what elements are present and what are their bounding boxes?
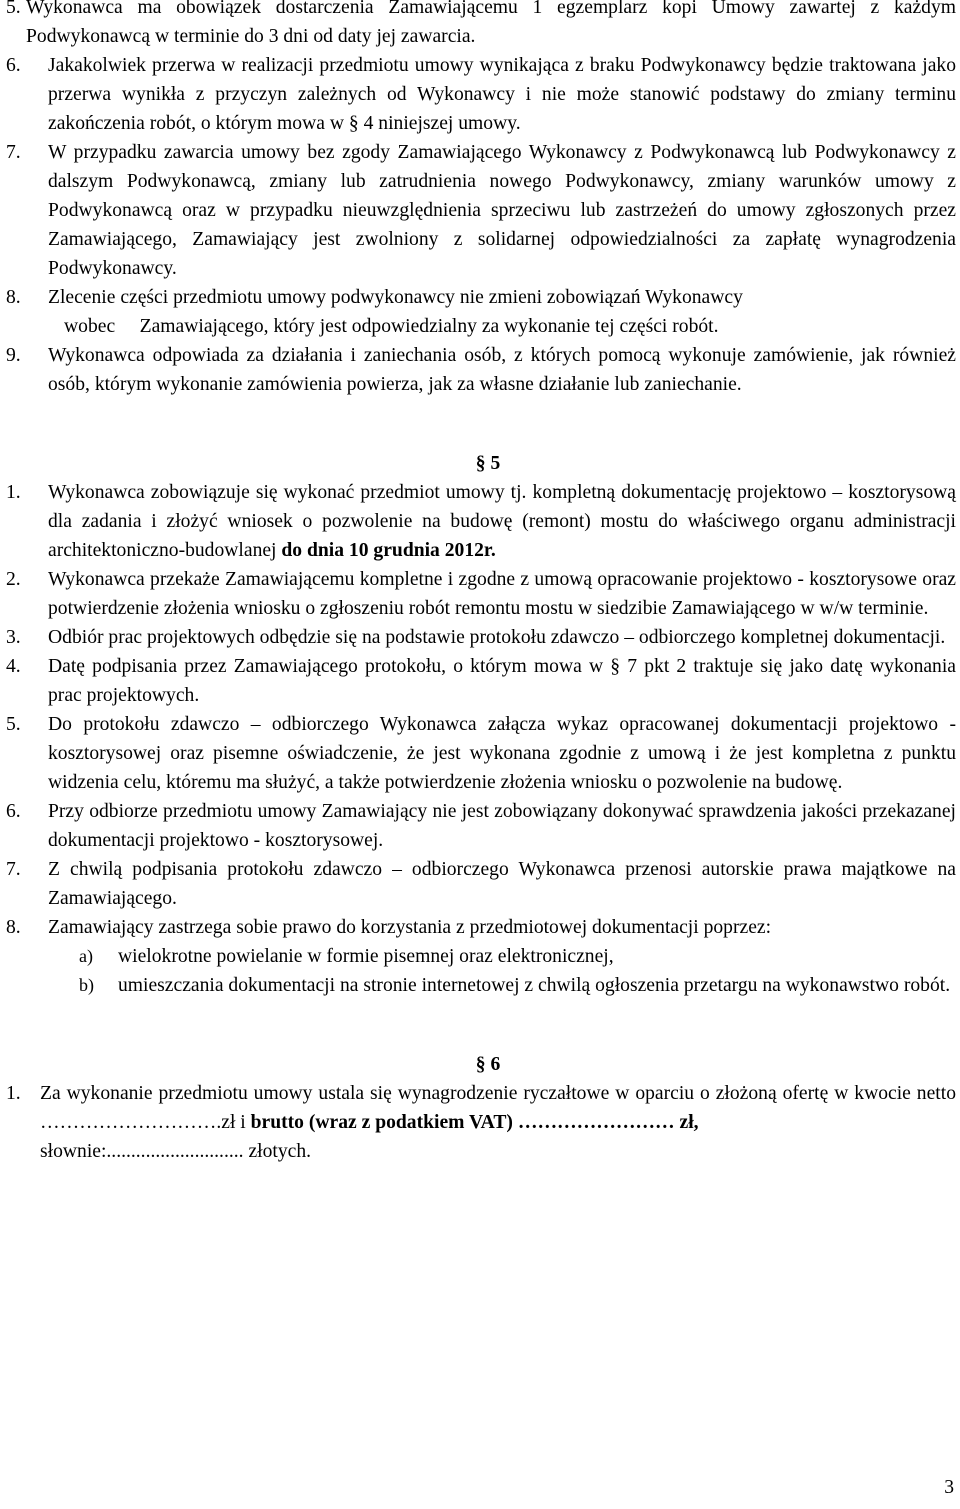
item-text: Przy odbiorze przedmiotu umowy Zamawiający nie jest zobowiązany dokonywać sprawdzenia jakości przekazanej dokumentacji projektowo - kosztorysowej. bbox=[48, 801, 956, 851]
list-item bbox=[0, 138, 960, 283]
item-number: 5. bbox=[6, 0, 21, 18]
sublist-item bbox=[0, 942, 960, 971]
item-text: Do protokołu zdawczo – odbiorczego Wykonawca załącza wykaz opracowanej dokumentacji projektowo - kosztorysowej oraz pisemne oświadczenie, że jest wykonana zgodnie z umową i że jest kompletna z punktu widzenia celu, któremu ma służyć, a także potwierdzenie złożenia wniosku o pozwolenie na budowę. bbox=[48, 714, 956, 793]
item-text: Odbiór prac projektowych odbędzie się na podstawie protokołu zdawczo – odbiorczego kompletnej dokumentacji. bbox=[48, 627, 946, 648]
deadline-text: do dnia 10 grudnia 2012r. bbox=[281, 540, 496, 561]
previous-section-list bbox=[0, 0, 960, 399]
section-heading-5: § 5 bbox=[475, 453, 501, 474]
gross-amount-text: brutto (wraz z podatkiem VAT) …………………… zł, bbox=[250, 1112, 699, 1133]
section-5-list bbox=[0, 478, 960, 942]
list-item bbox=[0, 51, 960, 138]
amount-in-words: słownie:............................ złotych. bbox=[40, 1141, 312, 1162]
list-item bbox=[0, 710, 960, 797]
item-text: Zamawiający zastrzega sobie prawo do korzystania z przedmiotowej dokumentacji poprzez: bbox=[48, 917, 772, 938]
subitem-letter: a) bbox=[79, 946, 93, 966]
item-number: 3. bbox=[6, 627, 21, 648]
item-text: Wykonawca odpowiada za działania i zaniechania osób, z których pomocą wykonuje zamówienie, jak również osób, którym wykonanie zamówienia powierza, jak za własne działanie lub zaniechanie. bbox=[48, 345, 956, 395]
list-item bbox=[0, 797, 960, 855]
list-item bbox=[0, 283, 960, 341]
subitem-letter: b) bbox=[79, 975, 94, 995]
item-text: Wykonawca zobowiązuje się wykonać przedmiot umowy tj. kompletną dokumentację projektowo – kosztorysową dla zadania i złożyć wniosek o pozwolenie na budowę (remont) mostu do właściwego organu administracji architektoniczno-budowlanej bbox=[48, 482, 956, 561]
item-text: Z chwilą podpisania protokołu zdawczo – odbiorczego Wykonawca przenosi autorskie prawa majątkowe na Zamawiającego. bbox=[48, 859, 956, 909]
list-item bbox=[0, 623, 960, 652]
item-text: Zlecenie części przedmiotu umowy podwykonawcy nie zmieni zobowiązań Wykonawcy bbox=[48, 287, 743, 308]
item-number: 8. bbox=[6, 287, 21, 308]
item-text: Jakakolwiek przerwa w realizacji przedmiotu umowy wynikająca z braku Podwykonawcy będzie traktowana jako przerwa wynikła z przyczyn zależnych od Wykonawcy i nie może stanowić podstawy do zmiany terminu zakończenia robót, o którym mowa w § 4 niniejszej umowy. bbox=[48, 55, 956, 134]
item-text: Za wykonanie przedmiotu umowy ustala się wynagrodzenie ryczałtowe w oparciu o złożoną ofertę w kwocie netto ……………………….zł i bbox=[40, 1083, 956, 1133]
item-number: 8. bbox=[6, 917, 21, 938]
list-item bbox=[0, 1079, 960, 1166]
item-text: Datę podpisania przez Zamawiającego protokołu, o którym mowa w § 7 pkt 2 traktuje się jako datę wykonania prac projektowych. bbox=[48, 656, 956, 706]
item-number: 4. bbox=[6, 656, 21, 677]
sublist-item bbox=[0, 971, 960, 1000]
item-number: 1. bbox=[6, 1083, 21, 1104]
list-item bbox=[0, 341, 960, 399]
subitem-text: umieszczania dokumentacji na stronie internetowej z chwilą ogłoszenia przetargu na wykonawstwo robót. bbox=[118, 975, 951, 996]
item-number: 7. bbox=[6, 142, 21, 163]
section-5-sublist bbox=[0, 942, 960, 1000]
item-text-continued: wobec Zamawiającego, który jest odpowiedzialny za wykonanie tej części robót. bbox=[64, 316, 719, 337]
item-number: 1. bbox=[6, 482, 21, 503]
item-number: 6. bbox=[6, 55, 21, 76]
page-number: 3 bbox=[944, 1477, 954, 1498]
subitem-text: wielokrotne powielanie w formie pisemnej oraz elektronicznej, bbox=[118, 946, 614, 967]
item-number: 7. bbox=[6, 859, 21, 880]
section-heading-6: § 6 bbox=[475, 1054, 501, 1075]
item-number: 9. bbox=[6, 345, 21, 366]
item-number: 2. bbox=[6, 569, 21, 590]
list-item bbox=[0, 0, 960, 51]
list-item bbox=[0, 652, 960, 710]
item-text: Wykonawca ma obowiązek dostarczenia Zamawiającemu 1 egzemplarz kopi Umowy zawartej z każdym Podwykonawcą w terminie do 3 dni od daty jej zawarcia. bbox=[26, 0, 956, 47]
list-item bbox=[0, 565, 960, 623]
list-item bbox=[0, 855, 960, 913]
item-number: 5. bbox=[6, 714, 21, 735]
list-item bbox=[0, 913, 960, 942]
item-text: Wykonawca przekaże Zamawiającemu kompletne i zgodne z umową opracowanie projektowo - kosztorysowe oraz potwierdzenie złożenia wniosku o zgłoszeniu robót remontu mostu w siedzibie Zamawiającego w w/w terminie. bbox=[48, 569, 956, 619]
section-6-list bbox=[0, 1079, 960, 1166]
item-number: 6. bbox=[6, 801, 21, 822]
item-text: W przypadku zawarcia umowy bez zgody Zamawiającego Wykonawcy z Podwykonawcą lub Podwykonawcy z dalszym Podwykonawcą, zmiany lub zatrudnienia nowego Podwykonawcy, zmiany warunków umowy z Podwykonawcą oraz w przypadku nieuwzględnienia sprzeciwu lub zastrzeżeń do umowy zgłoszonych przez Zamawiającego, Zamawiający jest zwolniony z solidarnej odpowiedzialności za zapłatę wynagrodzenia Podwykonawcy. bbox=[48, 142, 956, 279]
list-item bbox=[0, 478, 960, 565]
